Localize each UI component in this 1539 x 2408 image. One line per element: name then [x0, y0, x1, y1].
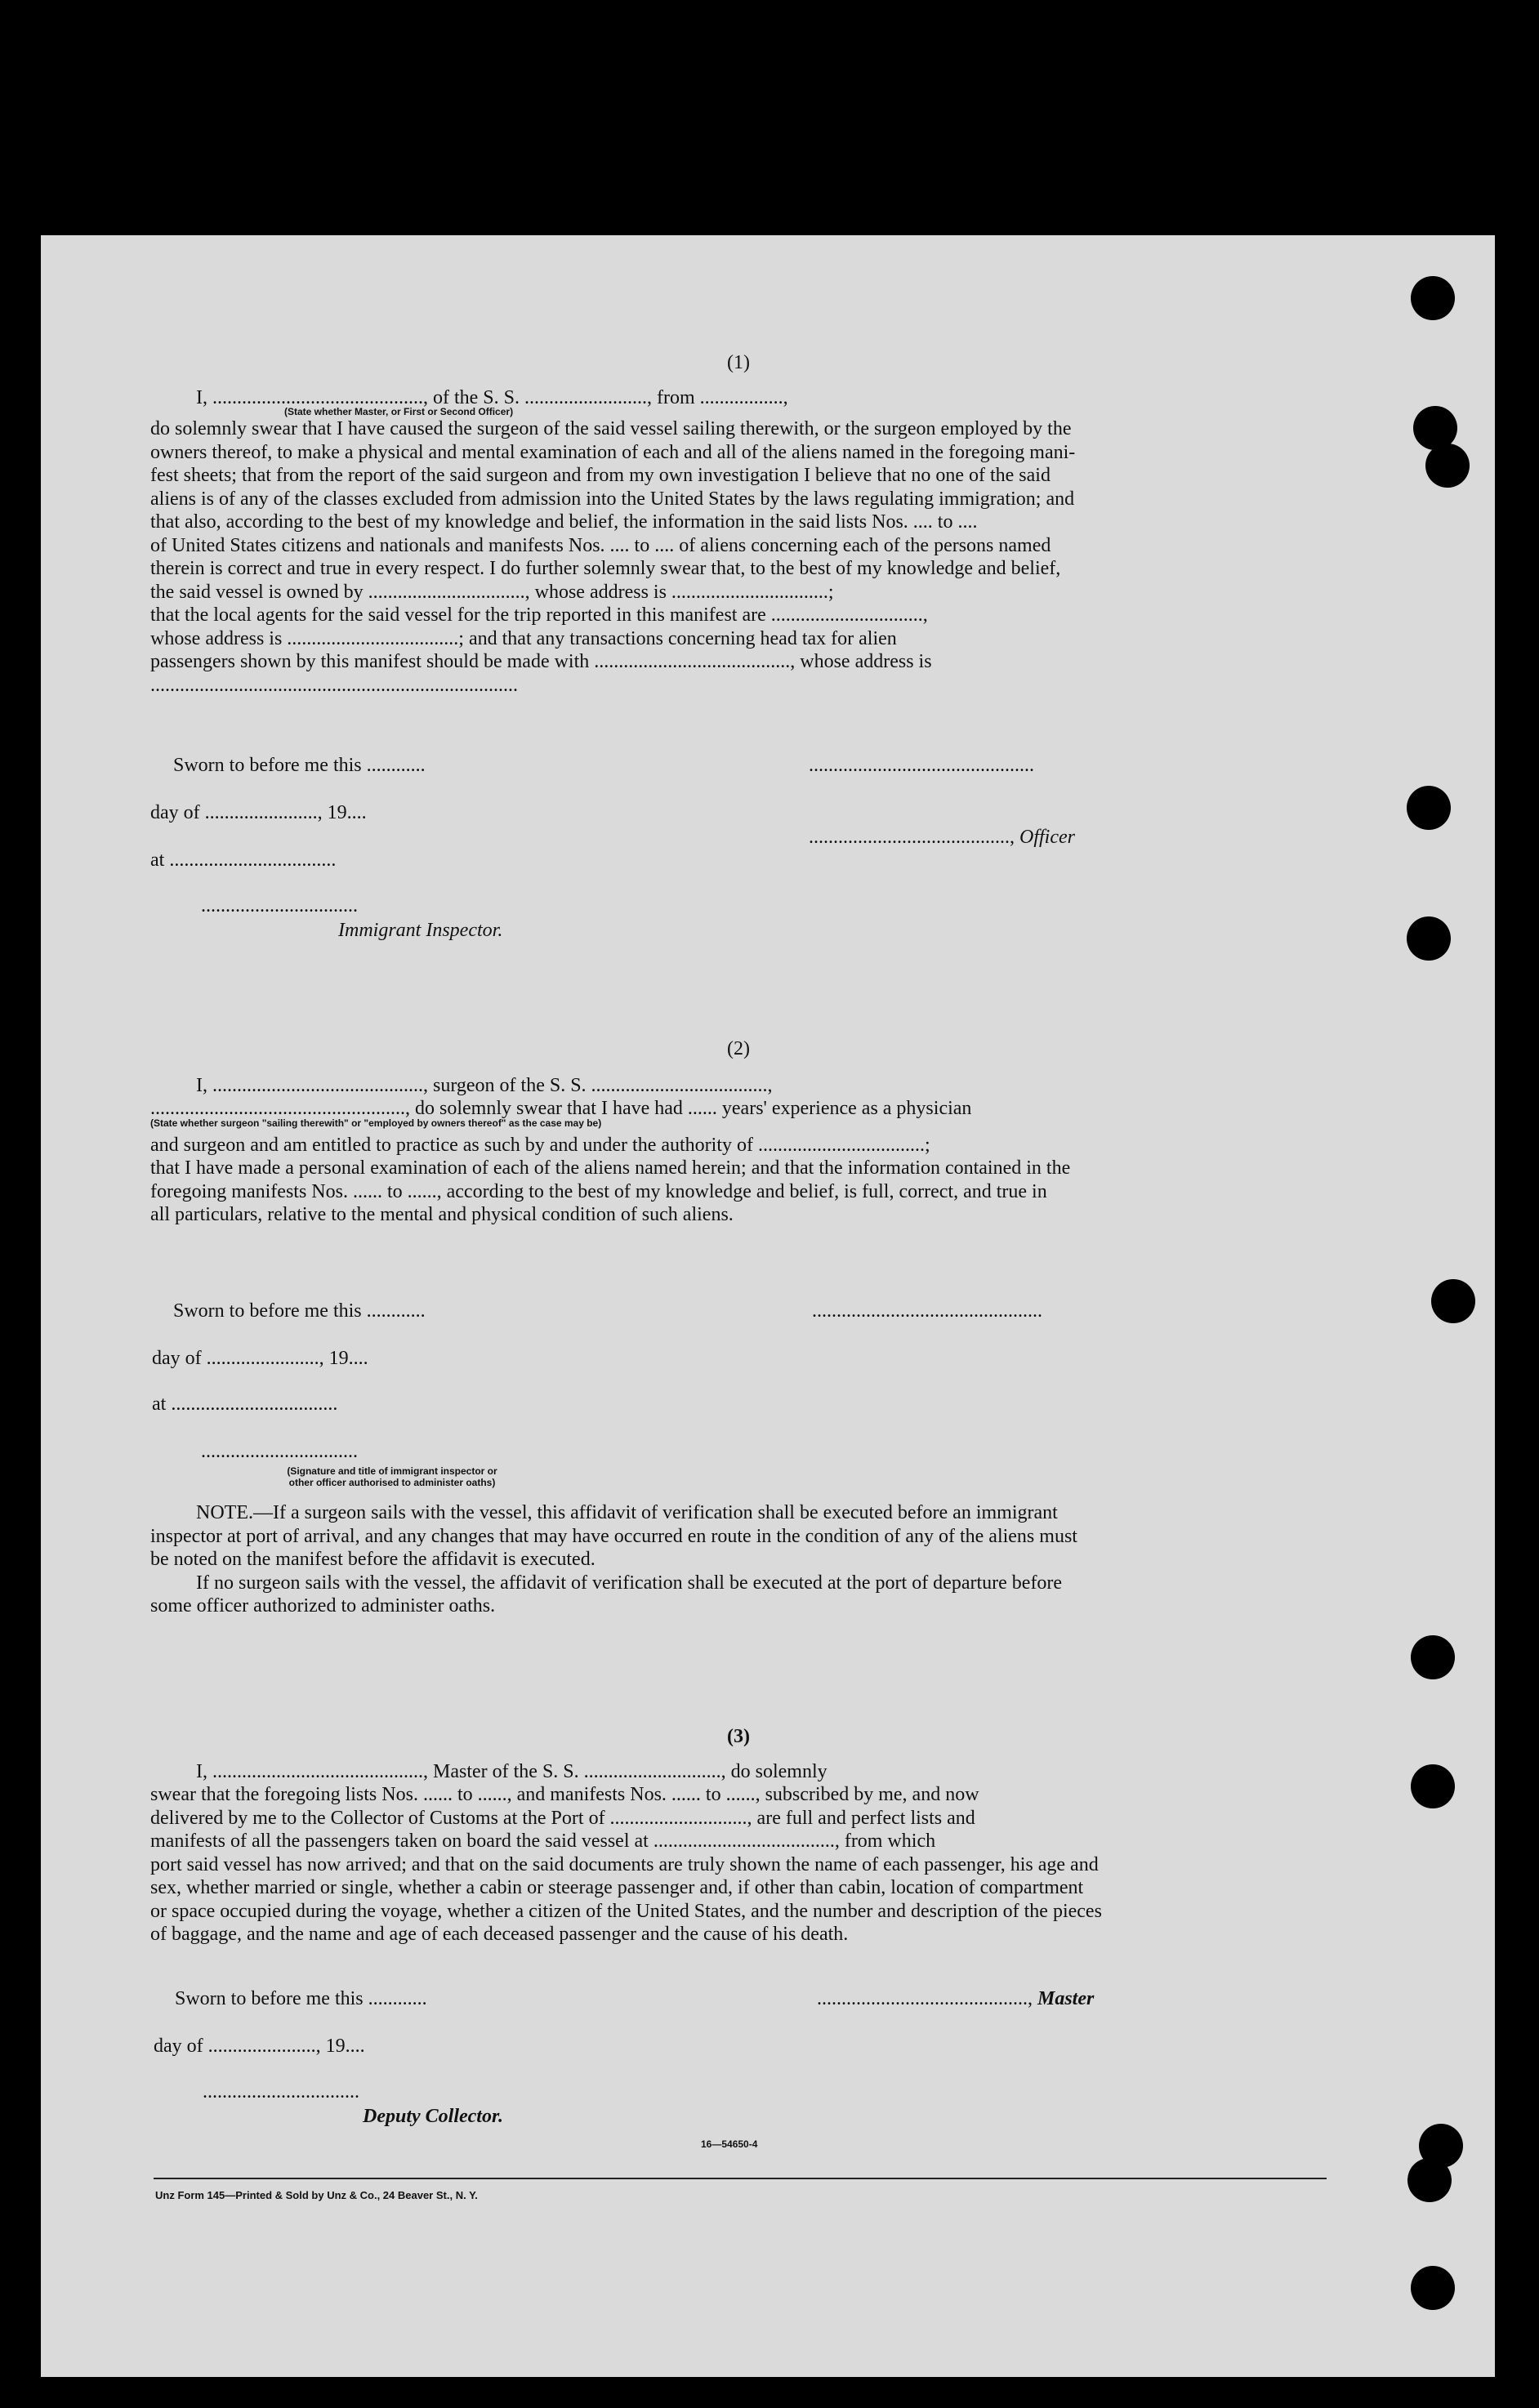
text-line: that the local agents for the said vessel for the trip reported in this manifest are ...............................,: [150, 604, 928, 626]
signature-dots: ..............................................: [809, 755, 1034, 776]
officer-title: Officer: [1019, 827, 1075, 848]
binder-hole: [1431, 1279, 1475, 1323]
note-line: some officer authorized to administer oaths.: [150, 1595, 496, 1616]
binder-hole: [1411, 1635, 1455, 1679]
text-line: that also, according to the best of my knowledge and belief, the information in the said lists Nos. .... to ....: [150, 511, 978, 533]
day-line: day of ......................, 19....: [154, 2036, 365, 2057]
binder-hole: [1425, 444, 1470, 488]
inspector-dots: ................................: [201, 895, 358, 916]
text-line: sex, whether married or single, whether a cabin or steerage passenger and, if other than cabin, location of compartment: [150, 1877, 1084, 1898]
text-line: fest sheets; that from the report of the said surgeon and from my own investigation I believe that no one of the said: [150, 465, 1051, 486]
text-line: all particulars, relative to the mental and physical condition of such aliens.: [150, 1204, 734, 1225]
note-line: be noted on the manifest before the affidavit is executed.: [150, 1549, 596, 1570]
signature-note: [221, 1465, 564, 1488]
section-number: (3): [727, 1726, 750, 1747]
text-line: owners thereof, to make a physical and mental examination of each and all of the aliens named in the foregoing mani-: [150, 441, 1076, 463]
binder-hole: [1407, 2158, 1452, 2202]
day-line: day of ......................., 19....: [152, 1348, 368, 1369]
surgeon-note: (State whether surgeon "sailing therewith" or "employed by owners thereof" as the case may be): [150, 1117, 602, 1129]
text-line: ...........................................................................: [150, 674, 518, 696]
binder-hole: [1411, 276, 1455, 320]
section-3: [150, 1725, 1327, 1946]
signature-note-line: other officer authorised to administer oaths): [288, 1477, 496, 1488]
text-line: that I have made a personal examination of each of the aliens named herein; and that the information contained in the: [150, 1157, 1071, 1179]
master-line: [817, 1988, 1094, 2010]
text-line: the said vessel is owned by ................................, whose address is ................................;: [150, 581, 834, 603]
sworn-line: Sworn to before me this ............: [175, 1988, 427, 2009]
note-line: If no surgeon sails with the vessel, the affidavit of verification shall be executed at the port of departure before: [196, 1572, 1063, 1594]
text-line: aliens is of any of the classes excluded from admission into the United States by the laws regulating immigration; and: [150, 488, 1075, 510]
text-line: passengers shown by this manifest should be made with ........................................, whose address is: [150, 651, 932, 672]
text-line: of United States citizens and nationals and manifests Nos. .... to .... of aliens concerning each of the persons named: [150, 534, 1051, 556]
text-line: whose address is ...................................; and that any transactions concerning head tax for alien: [150, 627, 897, 649]
section-number: (1): [727, 352, 750, 373]
binder-hole: [1407, 916, 1451, 961]
note-block: [150, 1501, 1327, 1618]
inspector-title: Immigrant Inspector.: [338, 920, 503, 941]
binder-hole: [1411, 2266, 1455, 2310]
officer-line: [809, 827, 1075, 849]
text-line: foregoing manifests Nos. ...... to ......, according to the best of my knowledge and belief, is full, correct, and true in: [150, 1180, 1047, 1202]
section-number: (2): [727, 1038, 750, 1059]
form-code: 16—54650-4: [701, 2138, 758, 2150]
collector-title: Deputy Collector.: [363, 2106, 503, 2127]
collector-dots: ................................: [203, 2081, 359, 2103]
at-line: at ..................................: [152, 1394, 338, 1415]
oath-line: ...................................................., do solemnly swear that I have had ...... years' experience as a physician: [150, 1098, 972, 1119]
text-line: port said vessel has now arrived; and that on the said documents are truly shown the name of each passenger, his age and: [150, 1853, 1099, 1875]
master-dots: ...........................................,: [817, 1988, 1037, 2009]
text-line: or space occupied during the voyage, whether a citizen of the United States, and the number and description of the pieces: [150, 1900, 1102, 1922]
sworn-line: Sworn to before me this ............: [173, 1300, 426, 1322]
oath-line: I, ..........................................., Master of the S. S. ............................, do solemnly: [196, 1760, 827, 1782]
officer-dots: .........................................,: [809, 827, 1019, 848]
binder-hole: [1411, 1764, 1455, 1808]
signature-note-line: (Signature and title of immigrant inspector or: [287, 1465, 497, 1477]
note-line: NOTE.—If a surgeon sails with the vessel, this affidavit of verification shall be executed before an immigrant: [196, 1502, 1058, 1523]
footer-rule: [154, 2178, 1327, 2179]
day-line: day of ......................., 19....: [150, 802, 367, 823]
sworn-line: Sworn to before me this ............: [173, 755, 426, 776]
printer-footer: Unz Form 145—Printed & Sold by Unz & Co., 24 Beaver St., N. Y.: [155, 2189, 478, 2201]
master-title: Master: [1037, 1988, 1095, 2009]
oath-line: I, ..........................................., of the S. S. ........................., from .................,: [196, 386, 788, 408]
at-line: at ..................................: [150, 849, 337, 871]
signature-dots: ...............................................: [812, 1300, 1042, 1322]
text-line: of baggage, and the name and age of each deceased passenger and the cause of his death.: [150, 1924, 849, 1945]
officer-note: (State whether Master, or First or Second Officer): [284, 406, 514, 417]
text-line: swear that the foregoing lists Nos. ...... to ......, and manifests Nos. ...... to ......, subscribed by me, and now: [150, 1784, 979, 1805]
binder-hole: [1407, 786, 1451, 830]
text-line: therein is correct and true in every respect. I do further solemnly swear that, to the best of my knowledge and belief,: [150, 558, 1061, 579]
section-1: [150, 351, 1327, 697]
text-line: manifests of all the passengers taken on board the said vessel at ....................................., from which: [150, 1831, 936, 1852]
oath-line: I, ..........................................., surgeon of the S. S. ....................................,: [196, 1074, 773, 1096]
text-line: do solemnly swear that I have caused the surgeon of the said vessel sailing therewith, or the surgeon employed by the: [150, 418, 1072, 439]
section-2: [150, 1037, 1327, 1227]
text-line: delivered by me to the Collector of Customs at the Port of ............................, are full and perfect lists and: [150, 1807, 975, 1829]
text-line: and surgeon and am entitled to practice as such by and under the authority of ..................................;: [150, 1134, 930, 1156]
inspector-dots: ................................: [201, 1441, 358, 1462]
note-line: inspector at port of arrival, and any changes that may have occurred en route in the condition of any of the aliens must: [150, 1525, 1077, 1547]
